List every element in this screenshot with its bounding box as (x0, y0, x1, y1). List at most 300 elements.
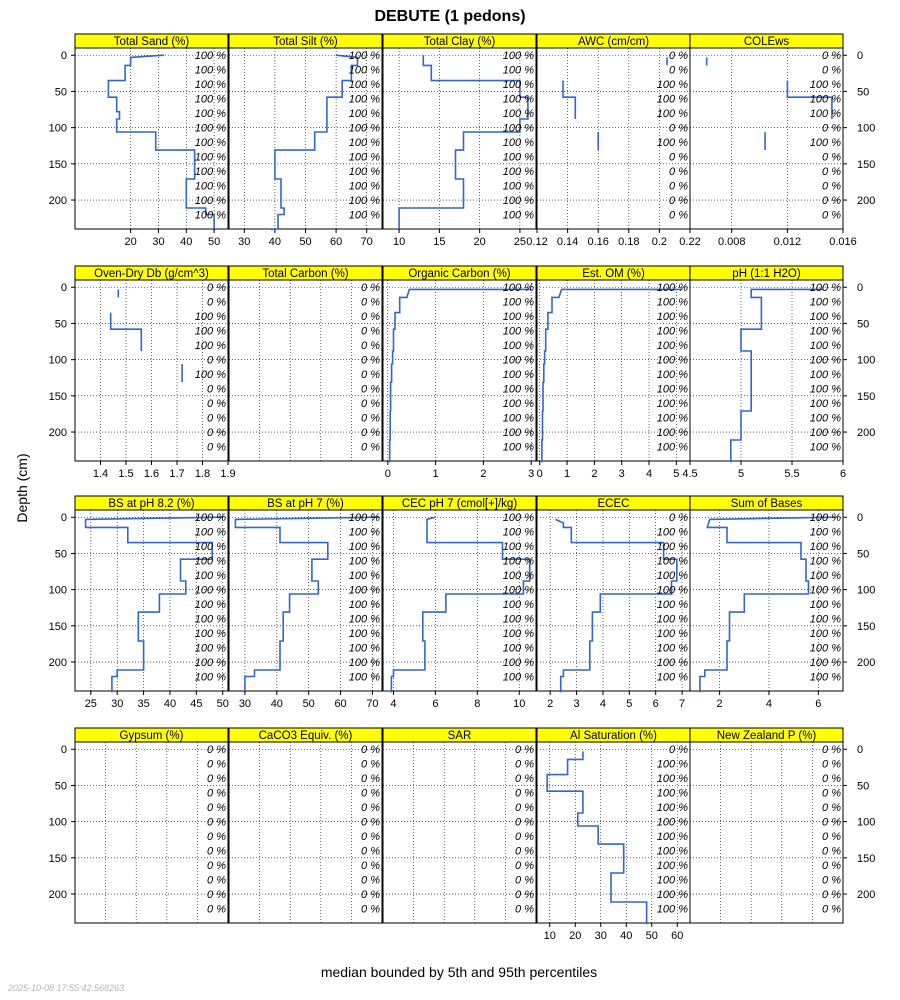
y-tick-label: 150 (48, 158, 67, 171)
data-percent-label: 0 % (822, 903, 841, 916)
y-tick-label: 100 (857, 354, 876, 367)
x-tick-label: 50 (645, 930, 658, 942)
x-tick-label: 5 (673, 468, 680, 480)
x-tick-label: 6 (432, 698, 439, 710)
x-tick-label: 6 (815, 698, 822, 710)
panel-grid (49, 34, 876, 942)
x-tick-label: 5 (626, 698, 633, 710)
data-percent-label: 100 % (194, 340, 226, 353)
x-tick-label: 30 (238, 698, 252, 710)
panel-title: CEC pH 7 (cmol[+]/kg) (401, 498, 518, 510)
y-tick-label: 200 (857, 427, 876, 440)
data-percent-label: 0 % (207, 398, 226, 411)
y-tick-label: 50 (857, 318, 870, 331)
data-percent-label: 0 % (361, 296, 380, 309)
panel-title: AWC (cm/cm) (577, 36, 650, 48)
data-percent-label: 100 % (194, 79, 226, 92)
data-percent-label: 0 % (207, 831, 226, 844)
data-percent-label: 0 % (822, 845, 841, 858)
data-percent-label: 0 % (822, 151, 841, 164)
panel-title: Sum of Bases (730, 498, 803, 510)
data-percent-label: 100 % (502, 599, 534, 612)
data-percent-label: 0 % (361, 412, 380, 425)
x-tick-label: 10 (513, 698, 526, 710)
data-percent-label: 0 % (515, 802, 534, 815)
data-percent-label: 100 % (656, 137, 688, 150)
y-tick-label: 150 (48, 852, 67, 865)
data-percent-label: 100 % (656, 325, 688, 338)
data-percent-label: 0 % (361, 354, 380, 367)
data-percent-label: 100 % (194, 541, 226, 554)
panel (383, 728, 536, 923)
data-percent-label: 100 % (502, 340, 534, 353)
data-percent-label: 100 % (348, 93, 380, 106)
data-percent-label: 100 % (809, 282, 841, 295)
data-percent-label: 100 % (194, 64, 226, 77)
data-percent-label: 100 % (809, 599, 841, 612)
data-percent-label: 0 % (361, 758, 380, 771)
data-percent-label: 100 % (656, 773, 688, 786)
x-tick-label: 4.5 (682, 468, 698, 480)
x-tick-label: 40 (163, 698, 177, 710)
data-percent-label: 100 % (194, 671, 226, 684)
y-tick-label: 0 (60, 50, 67, 63)
data-percent-label: 100 % (502, 642, 534, 655)
data-percent-label: 100 % (502, 137, 534, 150)
data-percent-label: 100 % (656, 802, 688, 815)
x-tick-label: 4 (599, 698, 607, 710)
y-tick-label: 0 (857, 282, 864, 295)
data-percent-label: 100 % (194, 325, 226, 338)
x-tick-label: 45 (190, 698, 203, 710)
x-tick-label: 2 (547, 698, 554, 710)
data-percent-label: 100 % (809, 526, 841, 539)
x-tick-label: 0.18 (618, 236, 640, 248)
data-percent-label: 100 % (348, 108, 380, 121)
x-tick-label: 2 (591, 468, 598, 480)
data-percent-label: 100 % (348, 195, 380, 208)
data-percent-label: 100 % (194, 570, 226, 583)
data-percent-label: 100 % (502, 441, 534, 454)
data-percent-label: 100 % (502, 325, 534, 338)
data-percent-label: 0 % (822, 860, 841, 873)
panel (49, 728, 228, 923)
x-tick-label: 7 (679, 698, 686, 710)
data-percent-label: 0 % (361, 398, 380, 411)
x-tick-label: 70 (360, 236, 373, 248)
data-percent-label: 0 % (669, 512, 688, 525)
data-percent-label: 100 % (194, 137, 226, 150)
x-tick-label: 0.008 (717, 236, 746, 248)
data-percent-label: 0 % (822, 180, 841, 193)
data-percent-label: 100 % (502, 93, 534, 106)
panel-title: New Zealand P (%) (716, 730, 817, 742)
panel-frame (229, 280, 382, 461)
data-percent-label: 100 % (809, 108, 841, 121)
data-percent-label: 100 % (194, 108, 226, 121)
data-percent-label: 100 % (809, 628, 841, 641)
data-percent-label: 100 % (348, 151, 380, 164)
y-tick-label: 0 (60, 282, 67, 295)
data-percent-label: 100 % (348, 628, 380, 641)
data-percent-label: 100 % (809, 570, 841, 583)
data-percent-label: 0 % (207, 354, 226, 367)
data-percent-label: 100 % (656, 628, 688, 641)
y-tick-label: 50 (54, 780, 67, 793)
data-percent-label: 100 % (194, 613, 226, 626)
data-percent-label: 100 % (348, 526, 380, 539)
y-tick-label: 150 (857, 852, 876, 865)
data-percent-label: 100 % (656, 383, 688, 396)
data-percent-label: 100 % (194, 209, 226, 222)
data-percent-label: 0 % (822, 802, 841, 815)
y-tick-label: 150 (48, 620, 67, 633)
panel (526, 34, 700, 248)
x-tick-label: 0.016 (829, 236, 857, 248)
data-percent-label: 0 % (207, 903, 226, 916)
data-percent-label: 100 % (809, 512, 841, 525)
data-percent-label: 100 % (656, 860, 688, 873)
data-percent-label: 0 % (515, 903, 534, 916)
y-tick-label: 150 (857, 158, 876, 171)
data-percent-label: 100 % (656, 903, 688, 916)
y-tick-label: 150 (857, 390, 876, 403)
data-percent-label: 0 % (361, 311, 380, 324)
panel (537, 728, 690, 942)
timestamp: 2025-10-08 17:55:42.568263 (8, 983, 125, 993)
data-percent-label: 100 % (502, 383, 534, 396)
data-percent-label: 100 % (656, 816, 688, 829)
data-percent-label: 0 % (669, 195, 688, 208)
x-tick-label: 0.12 (526, 236, 548, 248)
data-percent-label: 100 % (656, 282, 688, 295)
x-tick-label: 60 (329, 236, 343, 248)
data-percent-label: 0 % (207, 296, 226, 309)
data-percent-label: 0 % (207, 744, 226, 757)
x-tick-label: 10 (543, 930, 556, 942)
data-percent-label: 0 % (822, 166, 841, 179)
x-tick-label: 6 (839, 468, 847, 480)
panel (229, 266, 382, 461)
x-tick-label: 30 (152, 236, 165, 248)
data-percent-label: 100 % (502, 282, 534, 295)
y-tick-label: 200 (857, 889, 876, 902)
data-percent-label: 100 % (194, 93, 226, 106)
data-percent-label: 100 % (502, 512, 534, 525)
x-tick-label: 1.7 (169, 468, 185, 480)
data-percent-label: 100 % (656, 787, 688, 800)
data-percent-label: 0 % (207, 427, 226, 440)
panel-title: Total Silt (%) (273, 36, 338, 48)
data-percent-label: 0 % (515, 744, 534, 757)
data-percent-label: 100 % (809, 79, 841, 92)
panel (229, 496, 382, 710)
data-percent-label: 100 % (194, 642, 226, 655)
x-tick-label: 25 (513, 236, 527, 248)
panel (49, 496, 229, 710)
data-percent-label: 100 % (656, 613, 688, 626)
data-percent-label: 100 % (502, 108, 534, 121)
data-percent-label: 100 % (809, 325, 841, 338)
data-percent-label: 100 % (502, 541, 534, 554)
data-percent-label: 0 % (515, 816, 534, 829)
data-percent-label: 0 % (515, 831, 534, 844)
data-percent-label: 0 % (822, 787, 841, 800)
data-percent-label: 0 % (669, 151, 688, 164)
data-percent-label: 100 % (656, 398, 688, 411)
data-percent-label: 100 % (656, 555, 688, 568)
panel (682, 266, 875, 480)
data-percent-label: 100 % (194, 122, 226, 135)
panel (49, 34, 228, 248)
data-percent-label: 0 % (515, 787, 534, 800)
y-tick-label: 150 (857, 620, 876, 633)
data-percent-label: 100 % (348, 209, 380, 222)
data-percent-label: 100 % (809, 383, 841, 396)
data-percent-label: 100 % (502, 584, 534, 597)
x-tick-label: 50 (207, 236, 221, 248)
data-percent-label: 0 % (361, 383, 380, 396)
data-percent-label: 100 % (656, 831, 688, 844)
data-percent-label: 100 % (809, 427, 841, 440)
data-percent-label: 0 % (669, 50, 688, 63)
data-percent-label: 0 % (669, 744, 688, 757)
data-percent-label: 100 % (809, 441, 841, 454)
data-percent-label: 100 % (502, 151, 534, 164)
data-percent-label: 100 % (656, 642, 688, 655)
data-percent-label: 100 % (502, 526, 534, 539)
data-percent-label: 0 % (822, 50, 841, 63)
data-percent-label: 100 % (502, 398, 534, 411)
data-percent-label: 0 % (669, 180, 688, 193)
x-tick-label: 15 (433, 236, 446, 248)
data-percent-label: 0 % (822, 744, 841, 757)
data-percent-label: 0 % (207, 845, 226, 858)
data-percent-label: 100 % (502, 628, 534, 641)
data-percent-label: 100 % (348, 570, 380, 583)
data-percent-label: 0 % (207, 412, 226, 425)
x-tick-label: 1 (563, 468, 571, 480)
data-percent-label: 100 % (502, 671, 534, 684)
x-tick-label: 1.5 (118, 468, 134, 480)
data-percent-label: 100 % (348, 64, 380, 77)
data-percent-label: 100 % (194, 369, 226, 382)
data-percent-label: 100 % (502, 180, 534, 193)
x-tick-label: 8 (474, 698, 481, 710)
data-percent-label: 100 % (656, 541, 688, 554)
data-percent-label: 100 % (809, 340, 841, 353)
x-tick-label: 70 (366, 698, 379, 710)
data-percent-label: 100 % (656, 599, 688, 612)
x-tick-label: 50 (299, 236, 312, 248)
x-tick-label: 1.8 (194, 468, 211, 480)
x-tick-label: 0 (384, 468, 391, 480)
data-percent-label: 0 % (669, 209, 688, 222)
panel (383, 496, 536, 710)
x-tick-label: 4 (645, 468, 653, 480)
data-percent-label: 0 % (822, 64, 841, 77)
x-tick-label: 40 (180, 236, 193, 248)
data-percent-label: 100 % (348, 166, 380, 179)
panel (383, 34, 536, 248)
x-tick-label: 3 (573, 698, 580, 710)
data-percent-label: 100 % (194, 526, 226, 539)
panel-frame (229, 742, 382, 923)
panel-title: Organic Carbon (%) (408, 268, 511, 280)
data-percent-label: 100 % (502, 570, 534, 583)
data-percent-label: 100 % (656, 441, 688, 454)
median-line (272, 55, 358, 230)
data-percent-label: 100 % (809, 311, 841, 324)
data-percent-label: 0 % (361, 903, 380, 916)
data-percent-label: 100 % (348, 555, 380, 568)
data-percent-label: 100 % (348, 50, 380, 63)
data-percent-label: 0 % (515, 758, 534, 771)
data-percent-label: 100 % (348, 137, 380, 150)
data-percent-label: 100 % (809, 369, 841, 382)
data-percent-label: 100 % (809, 584, 841, 597)
y-tick-label: 100 (48, 584, 67, 597)
data-percent-label: 100 % (348, 122, 380, 135)
x-tick-label: 0 (536, 468, 543, 480)
data-percent-label: 100 % (502, 296, 534, 309)
data-percent-label: 0 % (361, 874, 380, 887)
x-tick-label: 40 (268, 236, 282, 248)
data-percent-label: 0 % (822, 122, 841, 135)
panel-frame (75, 742, 228, 923)
data-percent-label: 0 % (207, 874, 226, 887)
x-tick-label: 0.012 (773, 236, 802, 248)
x-tick-label: 20 (569, 930, 582, 942)
y-tick-label: 200 (857, 195, 876, 208)
panel-title: ECEC (597, 498, 630, 510)
data-percent-label: 0 % (207, 773, 226, 786)
data-percent-label: 0 % (515, 889, 534, 902)
data-percent-label: 100 % (656, 340, 688, 353)
data-percent-label: 100 % (809, 412, 841, 425)
data-percent-label: 0 % (822, 831, 841, 844)
data-percent-label: 0 % (822, 889, 841, 902)
y-tick-label: 100 (857, 122, 876, 135)
data-percent-label: 0 % (669, 122, 688, 135)
data-percent-label: 100 % (194, 584, 226, 597)
x-tick-label: 20 (124, 236, 137, 248)
data-percent-label: 0 % (361, 860, 380, 873)
data-percent-label: 0 % (822, 209, 841, 222)
x-tick-label: 50 (302, 698, 315, 710)
data-percent-label: 100 % (656, 296, 688, 309)
data-percent-label: 100 % (194, 151, 226, 164)
panel (229, 34, 382, 248)
data-percent-label: 100 % (809, 137, 841, 150)
x-tick-label: 5 (737, 468, 745, 480)
data-percent-label: 100 % (656, 889, 688, 902)
data-percent-label: 100 % (656, 874, 688, 887)
panel-title: BS at pH 8.2 (%) (108, 498, 195, 510)
y-tick-label: 200 (48, 657, 67, 670)
x-tick-label: 1.4 (92, 468, 109, 480)
data-percent-label: 0 % (361, 787, 380, 800)
data-percent-label: 0 % (207, 441, 226, 454)
data-percent-label: 100 % (194, 555, 226, 568)
data-percent-label: 0 % (207, 383, 226, 396)
x-tick-label: 30 (111, 698, 124, 710)
median-line (563, 81, 575, 119)
data-percent-label: 0 % (361, 831, 380, 844)
y-tick-label: 50 (857, 86, 870, 99)
panel (690, 728, 875, 923)
data-percent-label: 100 % (348, 512, 380, 525)
data-percent-label: 100 % (809, 613, 841, 626)
data-percent-label: 100 % (656, 845, 688, 858)
data-percent-label: 0 % (361, 845, 380, 858)
data-percent-label: 100 % (348, 599, 380, 612)
x-tick-label: 0.14 (556, 236, 579, 248)
y-tick-label: 50 (54, 318, 67, 331)
y-tick-label: 100 (48, 354, 67, 367)
data-percent-label: 100 % (348, 642, 380, 655)
data-percent-label: 0 % (822, 874, 841, 887)
y-tick-label: 200 (857, 657, 876, 670)
data-percent-label: 100 % (656, 354, 688, 367)
panel-title: Oven-Dry Db (g/cm^3) (94, 268, 209, 280)
data-percent-label: 100 % (194, 311, 226, 324)
y-axis-label: Depth (cm) (14, 453, 30, 523)
data-percent-label: 0 % (361, 441, 380, 454)
y-tick-label: 100 (857, 816, 876, 829)
y-tick-label: 100 (48, 122, 67, 135)
x-tick-label: 30 (238, 236, 251, 248)
x-tick-label: 0.2 (651, 236, 668, 248)
panel-title: Est. OM (%) (582, 268, 645, 280)
data-percent-label: 0 % (207, 758, 226, 771)
data-percent-label: 0 % (822, 758, 841, 771)
x-tick-label: 1.9 (220, 468, 236, 480)
chart-title: DEBUTE (1 pedons) (374, 8, 526, 25)
x-tick-label: 3 (528, 468, 535, 480)
x-tick-label: 3 (618, 468, 625, 480)
x-tick-label: 40 (620, 930, 633, 942)
data-percent-label: 0 % (361, 369, 380, 382)
y-tick-label: 200 (48, 889, 67, 902)
data-percent-label: 100 % (656, 427, 688, 440)
data-percent-label: 100 % (656, 412, 688, 425)
data-percent-label: 100 % (502, 122, 534, 135)
data-percent-label: 100 % (656, 671, 688, 684)
data-percent-label: 100 % (502, 555, 534, 568)
data-percent-label: 100 % (656, 584, 688, 597)
y-tick-label: 200 (48, 195, 67, 208)
panel (49, 266, 236, 480)
data-percent-label: 0 % (207, 282, 226, 295)
data-percent-label: 100 % (656, 93, 688, 106)
data-percent-label: 0 % (515, 860, 534, 873)
panel-title: COLEws (743, 36, 790, 48)
panel (229, 728, 382, 923)
data-percent-label: 100 % (809, 354, 841, 367)
data-percent-label: 100 % (809, 93, 841, 106)
data-percent-label: 100 % (656, 79, 688, 92)
x-tick-label: 25 (84, 698, 97, 710)
data-percent-label: 100 % (809, 671, 841, 684)
data-percent-label: 100 % (809, 657, 841, 670)
x-tick-label: 40 (270, 698, 283, 710)
data-percent-label: 100 % (656, 657, 688, 670)
panel-title: Total Clay (%) (423, 36, 496, 48)
data-percent-label: 100 % (502, 311, 534, 324)
x-tick-label: 0.16 (587, 236, 609, 248)
data-percent-label: 100 % (809, 642, 841, 655)
